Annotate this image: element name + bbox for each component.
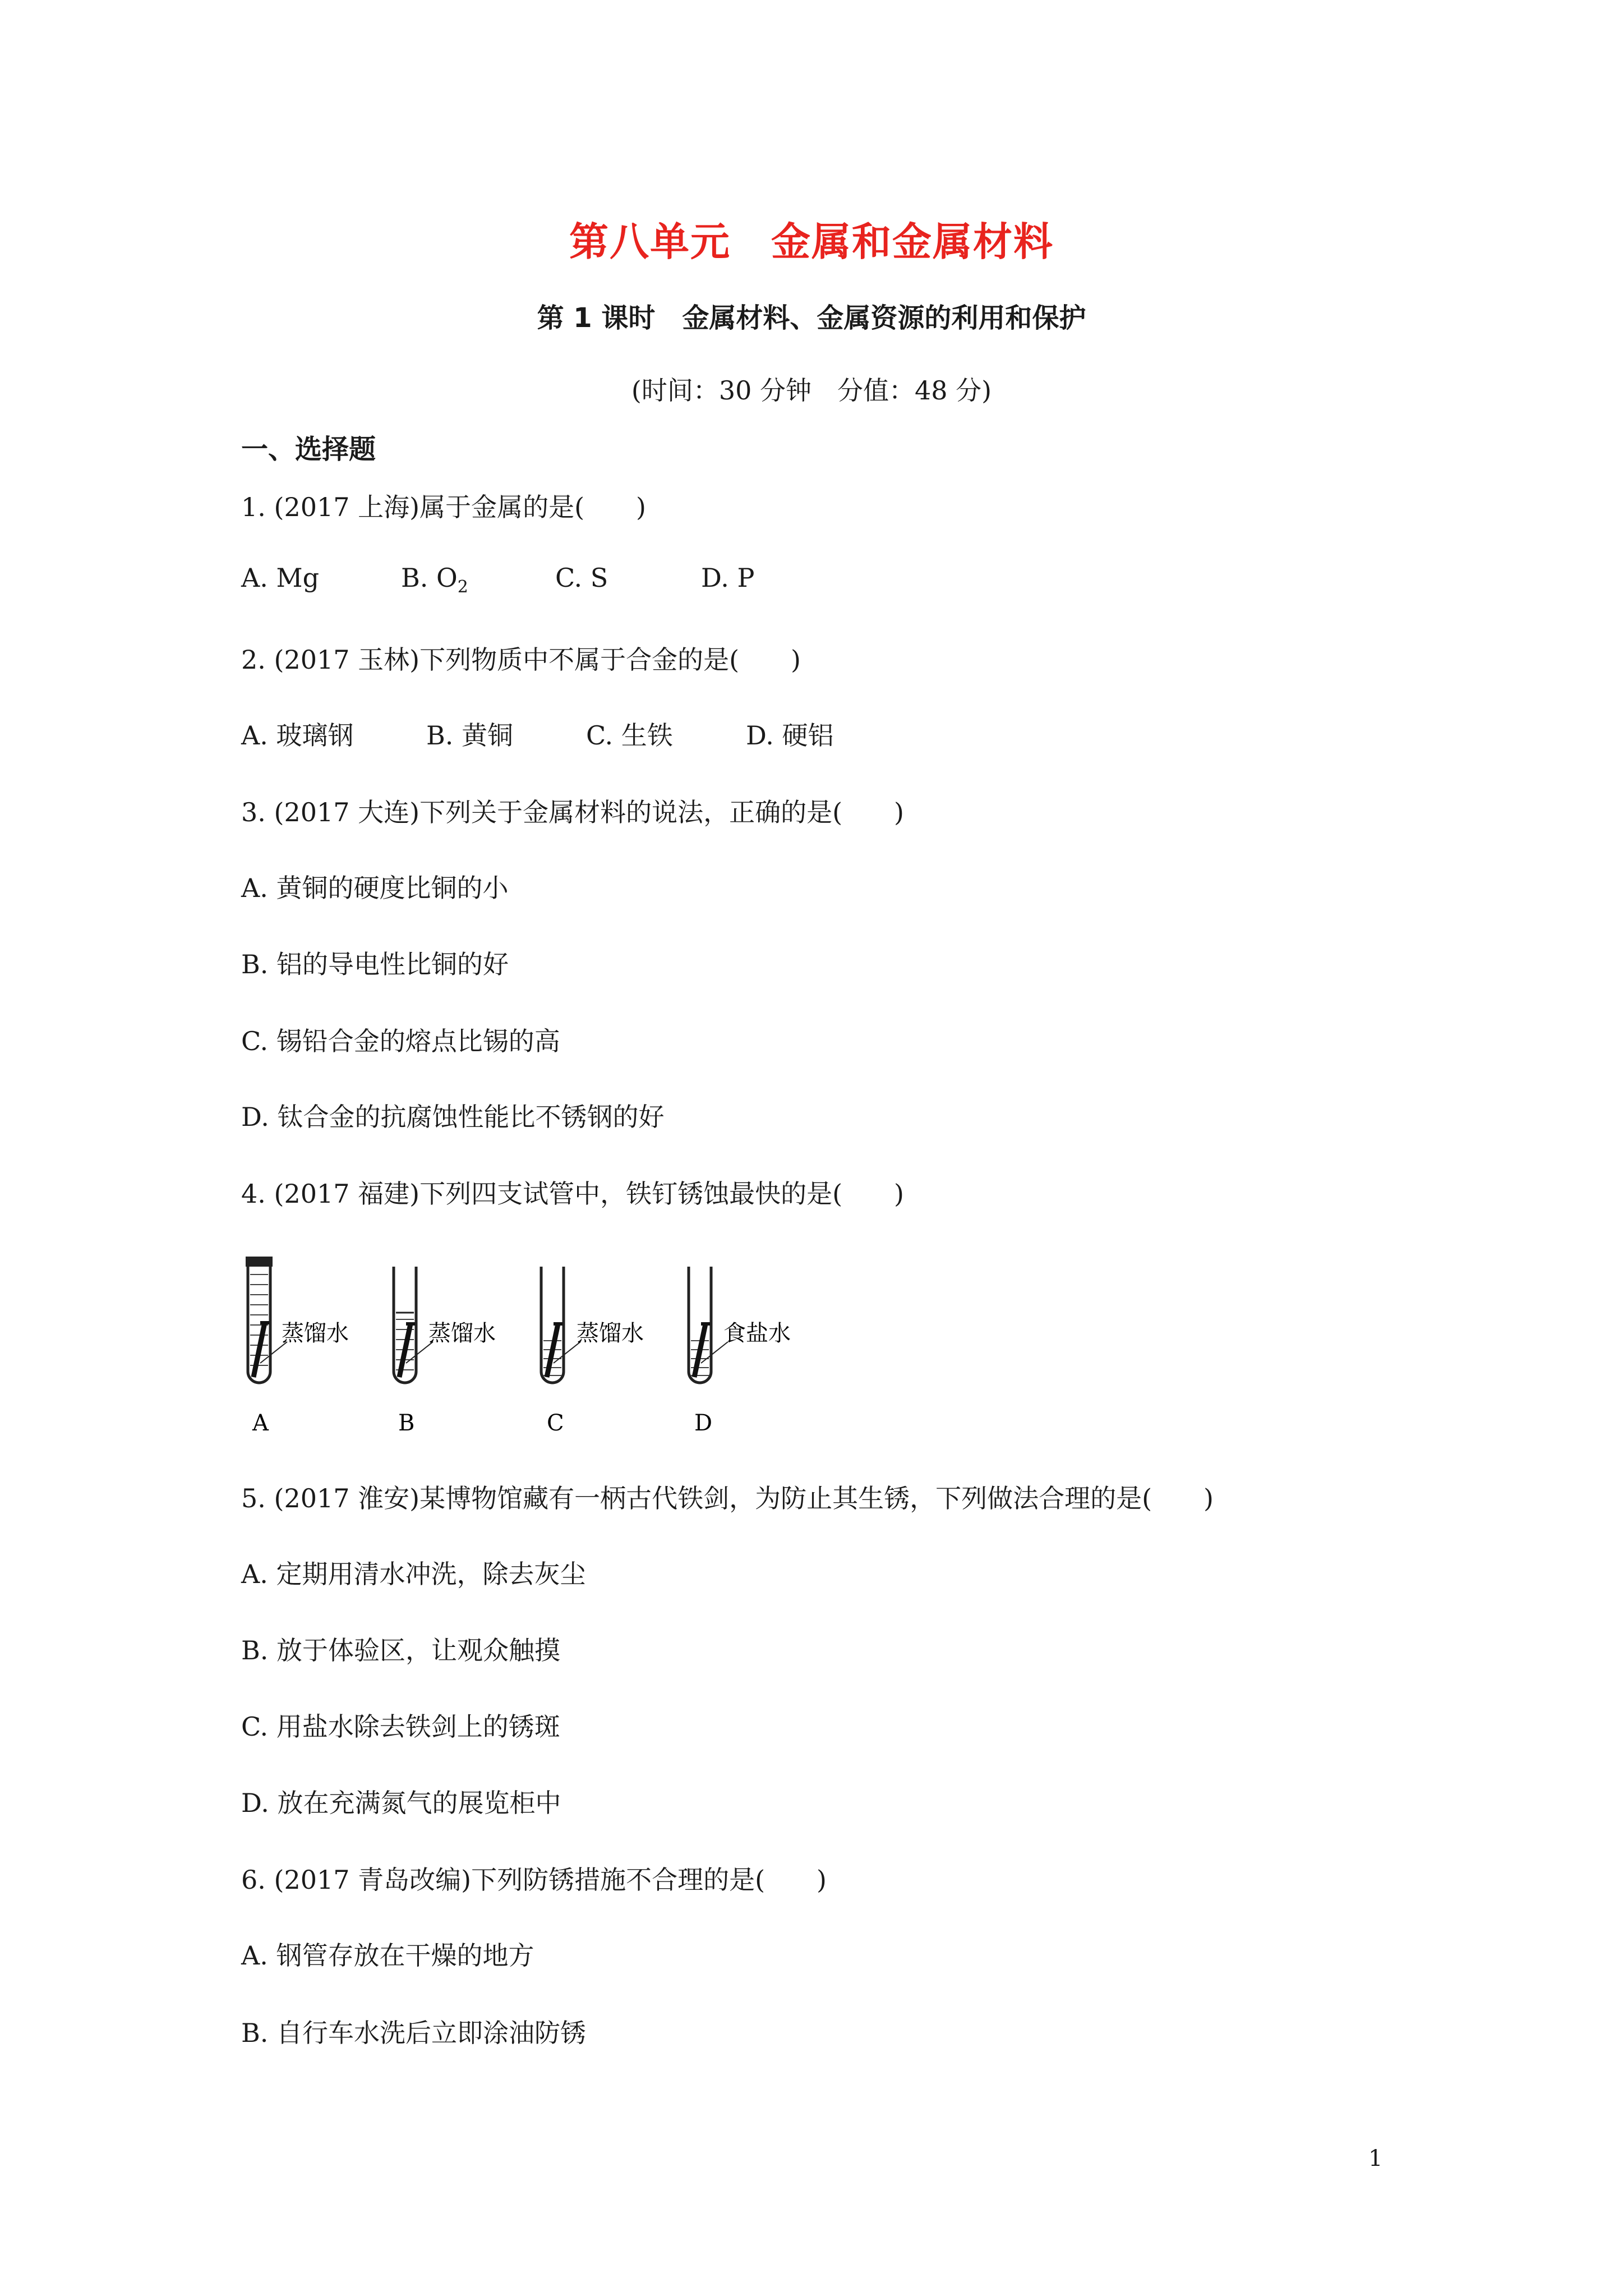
iron-nail bbox=[694, 1324, 706, 1377]
tube-b-liquid-label: 蒸馏水 bbox=[428, 1320, 496, 1346]
tube-d-letter: D bbox=[694, 1410, 713, 1436]
test-tubes-figure bbox=[236, 1257, 852, 1447]
tube-b-letter: B bbox=[398, 1410, 415, 1436]
tube-c-liquid-label: 蒸馏水 bbox=[577, 1320, 644, 1346]
question-3-option-a: A. 黄铜的硬度比铜的小 bbox=[241, 873, 509, 903]
test-tube-d bbox=[689, 1267, 728, 1383]
question-3-option-d: D. 钛合金的抗腐蚀性能比不锈钢的好 bbox=[241, 1102, 665, 1132]
question-3-stem: 3. (2017 大连)下列关于金属材料的说法，正确的是( ) bbox=[241, 797, 904, 827]
tube-a-liquid-label: 蒸馏水 bbox=[282, 1320, 349, 1346]
iron-nail bbox=[547, 1324, 558, 1377]
question-1-option-b: B. $O_2$ bbox=[401, 563, 468, 597]
unit-title: 第八单元 金属和金属材料 bbox=[569, 219, 1054, 265]
question-6-option-b: B. 自行车水洗后立即涂油防锈 bbox=[241, 2018, 587, 2048]
question-6-option-a: A. 钢管存放在干燥的地方 bbox=[241, 1940, 534, 1971]
lesson-subtitle: 第 1 课时 金属材料、金属资源的利用和保护 bbox=[537, 302, 1086, 334]
rubber-stopper bbox=[246, 1257, 273, 1267]
question-5-option-a: A. 定期用清水冲洗，除去灰尘 bbox=[241, 1559, 586, 1589]
question-5-option-d: D. 放在充满氮气的展览柜中 bbox=[241, 1788, 561, 1818]
iron-nail bbox=[399, 1324, 411, 1377]
question-5-option-c: C. 用盐水除去铁剑上的锈斑 bbox=[241, 1711, 560, 1742]
question-3-option-b: B. 铝的导电性比铜的好 bbox=[241, 949, 509, 979]
test-tube-a bbox=[246, 1257, 287, 1383]
question-5-stem: 5. (2017 淮安)某博物馆藏有一柄古代铁剑，为防止其生锈，下列做法合理的是( ) bbox=[241, 1483, 1214, 1513]
question-2-option-c: C. 生铁 bbox=[586, 720, 673, 751]
test-tube-c bbox=[541, 1267, 580, 1383]
tube-a-letter: A bbox=[252, 1410, 269, 1436]
question-5-option-b: B. 放于体验区，让观众触摸 bbox=[241, 1635, 561, 1665]
test-tube-b bbox=[394, 1267, 433, 1383]
question-6-stem: 6. (2017 青岛改编)下列防锈措施不合理的是( ) bbox=[241, 1865, 827, 1895]
time-score-info: (时间：30 分钟 分值：48 分) bbox=[631, 375, 992, 406]
question-2-stem: 2. (2017 玉林)下列物质中不属于合金的是( ) bbox=[241, 645, 801, 675]
page-number: 1 bbox=[1368, 2146, 1383, 2171]
question-1-option-c: C. S bbox=[555, 563, 608, 593]
iron-nail bbox=[253, 1323, 265, 1377]
question-3-option-c: C. 锡铅合金的熔点比锡的高 bbox=[241, 1026, 560, 1056]
section-heading: 一、选择题 bbox=[241, 434, 376, 465]
question-1-stem: 1. (2017 上海)属于金属的是( ) bbox=[241, 492, 646, 522]
subscript: 2 bbox=[457, 577, 468, 597]
question-2-option-a: A. 玻璃钢 bbox=[241, 720, 354, 751]
tube-c-letter: C bbox=[547, 1410, 564, 1436]
question-1-option-d: D. P bbox=[701, 563, 755, 593]
question-2-option-d: D. 硬铝 bbox=[746, 720, 834, 751]
question-2-option-b: B. 黄铜 bbox=[426, 720, 514, 751]
question-4-stem: 4. (2017 福建)下列四支试管中，铁钉锈蚀最快的是( ) bbox=[241, 1179, 904, 1209]
tube-d-liquid-label: 食盐水 bbox=[723, 1320, 791, 1346]
question-1-option-a: A. Mg bbox=[241, 563, 320, 593]
